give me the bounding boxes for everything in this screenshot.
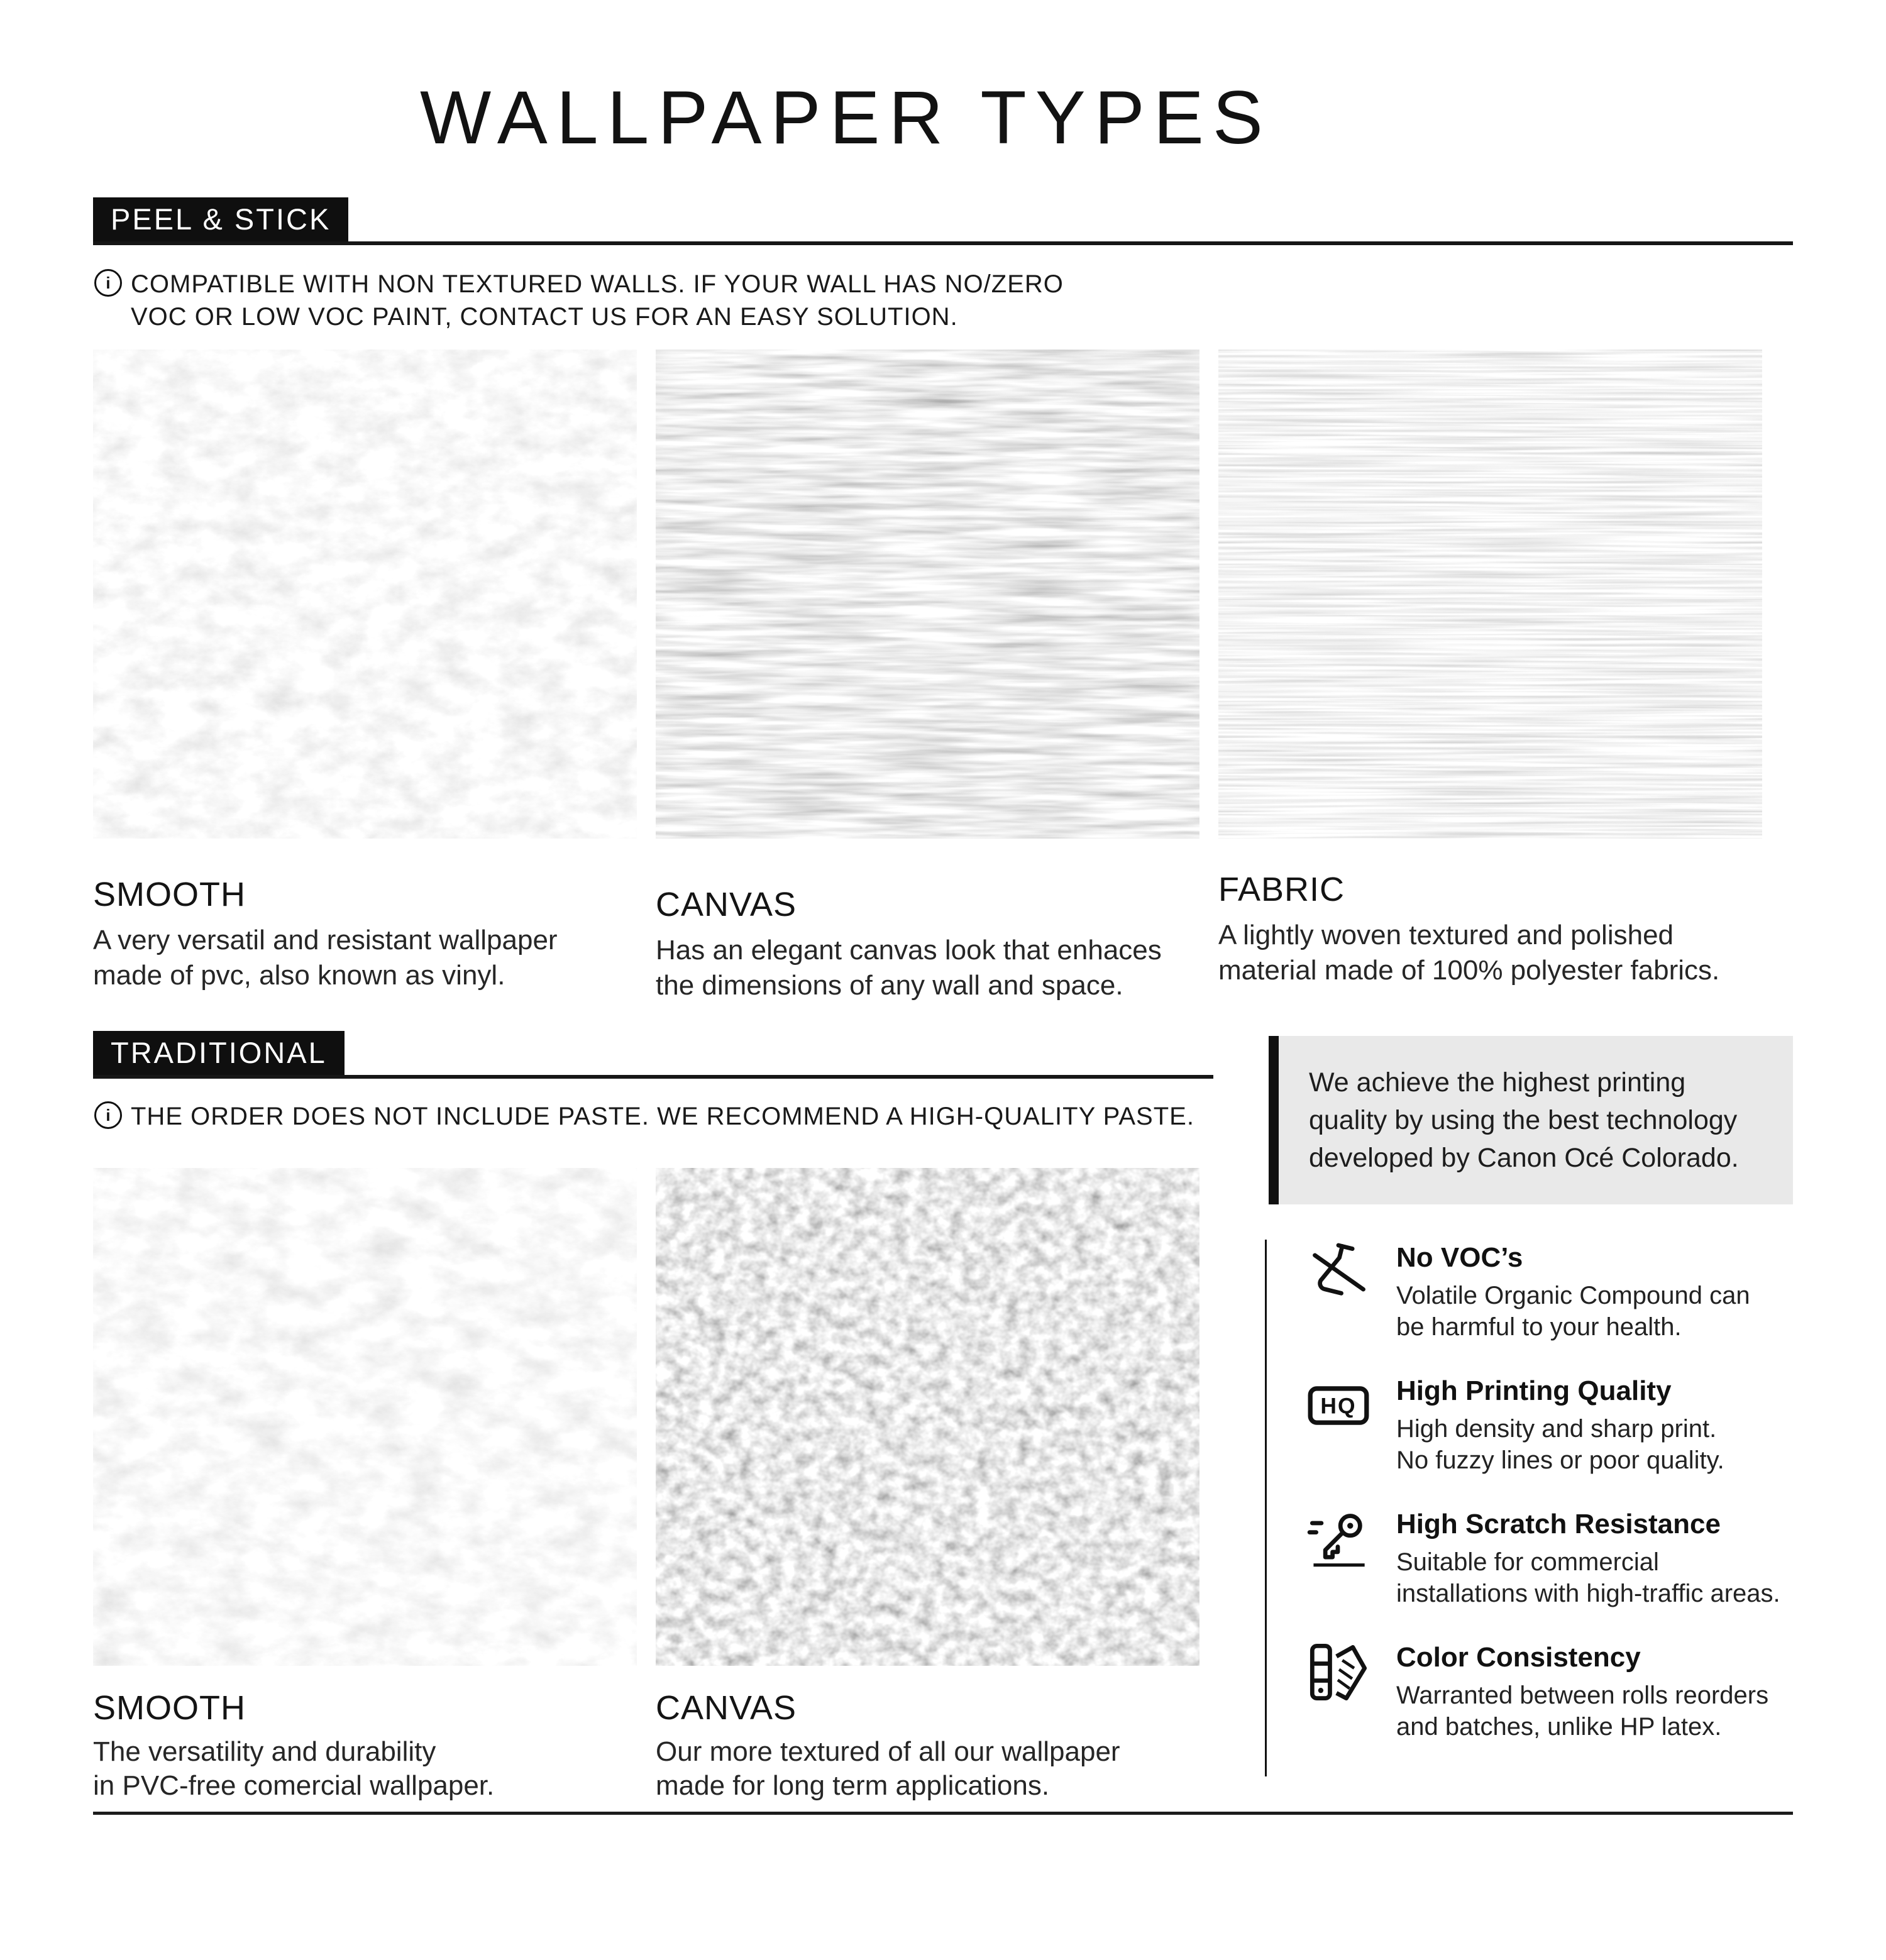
feature-title: Color Consistency (1396, 1642, 1641, 1673)
feature-title: High Scratch Resistance (1396, 1509, 1721, 1539)
feature-title: High Printing Quality (1396, 1375, 1672, 1406)
feature-high-printing-quality (1307, 1373, 1793, 1476)
traditional-note (93, 1100, 1213, 1133)
swatch-desc-line: Our more textured of all our wallpaper (656, 1736, 1120, 1767)
printing-quality-quote (1269, 1036, 1793, 1204)
swatch-name: SMOOTH (93, 1689, 246, 1727)
peel-stick-swatch-row (93, 350, 1793, 1003)
swatch-card-smooth (93, 350, 637, 1003)
feature-title: No VOC’s (1396, 1242, 1523, 1273)
swatch-name: FABRIC (1218, 871, 1345, 908)
swatch-card-canvas-traditional (656, 1168, 1199, 1803)
swatch-desc-line: material made of 100% polyester fabrics. (1218, 955, 1720, 986)
feature-no-voc (1307, 1240, 1793, 1343)
fabric-texture-image (1218, 350, 1762, 839)
quote-line: developed by Canon Océ Colorado. (1309, 1143, 1739, 1173)
feature-desc-line: installations with high-traffic areas. (1396, 1580, 1780, 1607)
feature-desc-line: Volatile Organic Compound can (1396, 1282, 1750, 1309)
note-line: COMPATIBLE WITH NON TEXTURED WALLS. IF YOUR WALL HAS NO/ZERO (131, 270, 1064, 298)
peel-stick-label: PEEL & STICK (93, 197, 348, 241)
quote-line: quality by using the best technology (1309, 1105, 1738, 1135)
swatch-name: SMOOTH (93, 876, 246, 913)
swatch-card-fabric (1218, 350, 1762, 1003)
swatch-desc-line: The versatility and durability (93, 1736, 436, 1767)
smooth-texture-image (93, 1168, 637, 1666)
note-line: THE ORDER DOES NOT INCLUDE PASTE. WE RECOMMEND A HIGH-QUALITY PASTE. (131, 1103, 1194, 1130)
peel-stick-section-header (93, 197, 1793, 245)
canvas-texture-image (656, 1168, 1199, 1666)
feature-desc-line: be harmful to your health. (1396, 1313, 1682, 1341)
traditional-label: TRADITIONAL (93, 1031, 345, 1075)
swatch-desc-line: Has an elegant canvas look that enhaces (656, 935, 1162, 966)
color-swatchbook-icon (1307, 1639, 1370, 1743)
swatch-name: CANVAS (656, 1689, 797, 1727)
swatch-card-canvas (656, 350, 1199, 1003)
no-voc-flask-icon (1307, 1240, 1370, 1343)
page-title: WALLPAPER TYPES (420, 75, 1272, 160)
swatch-card-smooth-traditional (93, 1168, 637, 1803)
feature-list (1265, 1240, 1793, 1776)
bottom-rule (93, 1812, 1793, 1815)
swatch-name: CANVAS (656, 886, 797, 923)
note-line: VOC OR LOW VOC PAINT, CONTACT US FOR AN EASY SOLUTION. (131, 303, 958, 331)
swatch-desc-line: A lightly woven textured and polished (1218, 920, 1674, 950)
canvas-texture-image (656, 350, 1199, 839)
scratch-key-icon (1307, 1506, 1370, 1609)
traditional-swatch-row (93, 1168, 1213, 1803)
feature-desc-line: High density and sharp print. (1396, 1415, 1717, 1443)
feature-color-consistency (1307, 1639, 1793, 1743)
hq-glyph: HQ (1320, 1393, 1357, 1419)
traditional-section-header (93, 1031, 1213, 1079)
hq-badge-icon (1307, 1373, 1370, 1476)
info-icon: i (94, 269, 122, 297)
swatch-desc-line: made of pvc, also known as vinyl. (93, 960, 505, 991)
info-icon: i (94, 1101, 122, 1129)
peel-stick-note (93, 268, 1793, 333)
wallpaper-types-infographic (0, 74, 1886, 1960)
feature-desc-line: Warranted between rolls reorders (1396, 1682, 1769, 1709)
feature-desc-line: No fuzzy lines or poor quality. (1396, 1446, 1724, 1474)
swatch-desc-line: in PVC-free comercial wallpaper. (93, 1770, 495, 1801)
feature-desc-line: and batches, unlike HP latex. (1396, 1713, 1722, 1741)
swatch-desc-line: A very versatil and resistant wallpaper (93, 925, 558, 955)
feature-desc-line: Suitable for commercial (1396, 1548, 1659, 1576)
smooth-texture-image (93, 350, 637, 839)
quote-line: We achieve the highest printing (1309, 1067, 1686, 1098)
swatch-desc-line: made for long term applications. (656, 1770, 1050, 1801)
swatch-desc-line: the dimensions of any wall and space. (656, 970, 1123, 1001)
feature-high-scratch-resistance (1307, 1506, 1793, 1609)
quality-sidebar (1265, 1003, 1793, 1776)
